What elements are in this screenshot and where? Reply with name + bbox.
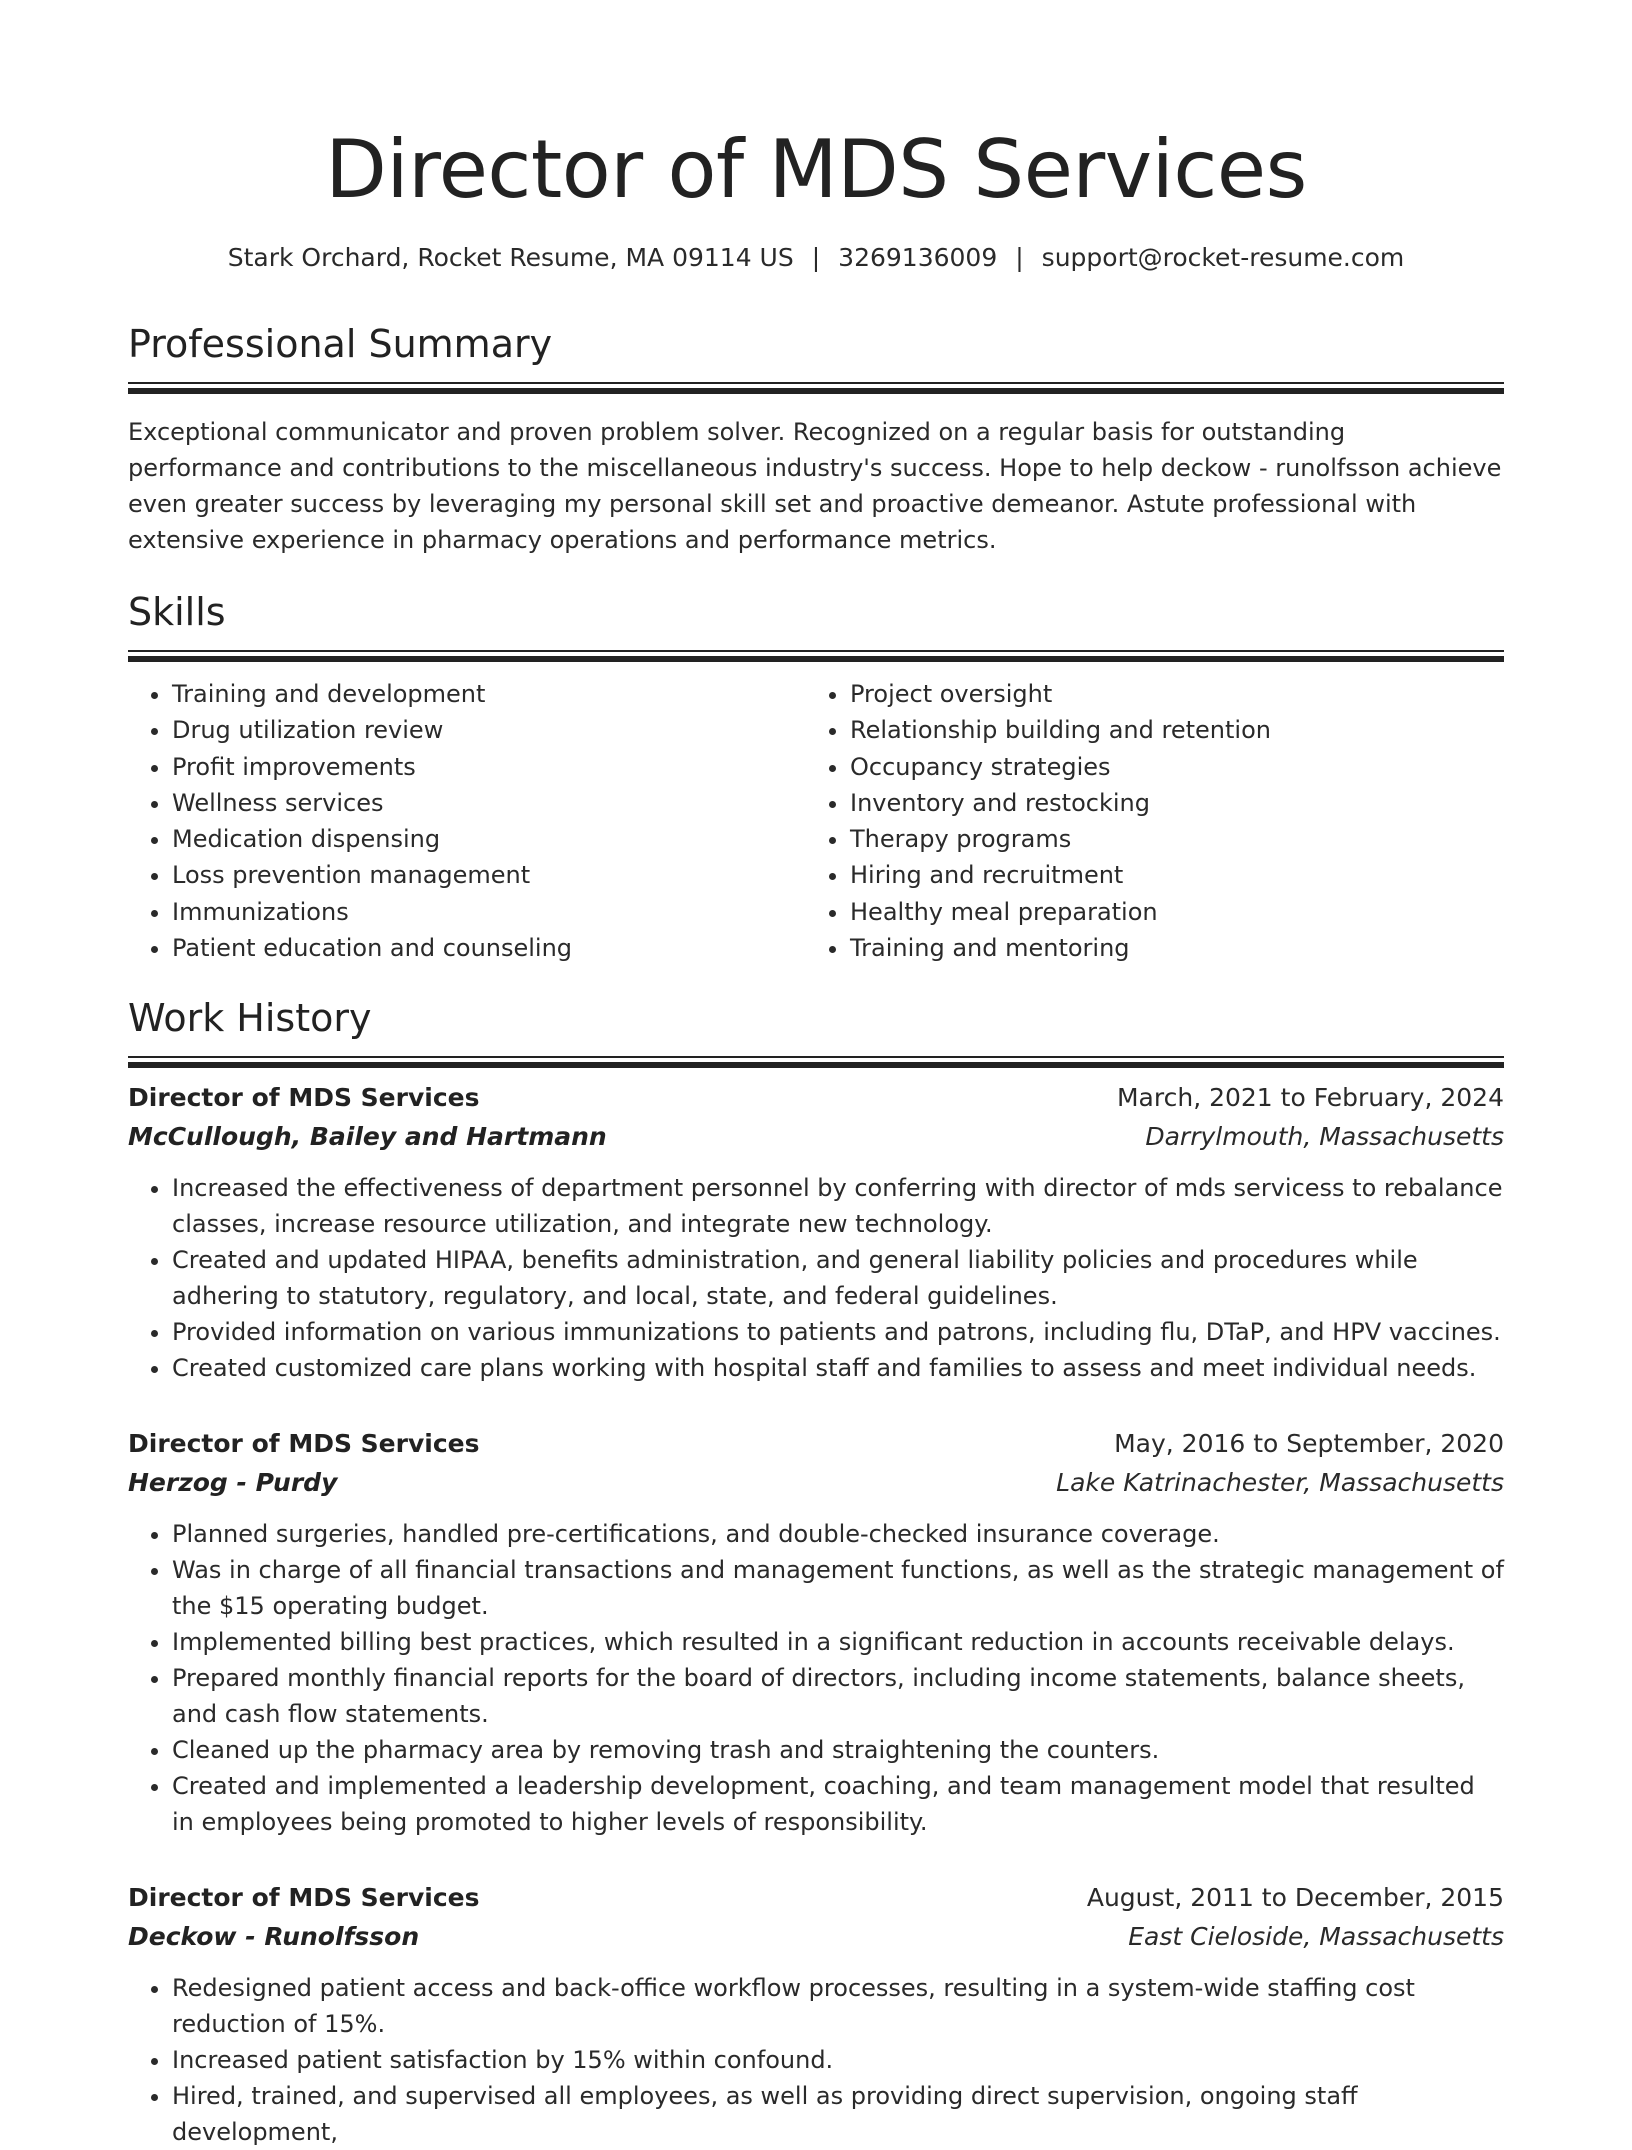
skill-item: • Project oversight — [850, 676, 1484, 712]
job-subheader-row — [128, 1917, 1504, 1956]
skill-item: • Healthy meal preparation — [850, 894, 1484, 930]
contact-line — [128, 240, 1504, 276]
skills-section — [128, 586, 1504, 966]
contact-separator: | — [1015, 243, 1024, 272]
skill-item: • Occupancy strategies — [850, 749, 1484, 785]
section-divider — [128, 382, 1504, 384]
job-company: McCullough, Bailey and Hartmann — [128, 1122, 607, 1152]
job-entry — [128, 1424, 1504, 1840]
skill-item: • Therapy programs — [850, 821, 1484, 857]
job-bullet: • Increased the effectiveness of department personnel by conferring with director of mds servicess to rebalance classes, increase resource utilization, and integrate new technology. — [172, 1170, 1504, 1242]
contact-phone: 3269136009 — [838, 243, 998, 272]
job-bullet: • Planned surgeries, handled pre-certifications, and double-checked insurance coverage. — [172, 1516, 1504, 1552]
section-title: Skills — [128, 590, 226, 634]
job-bullet: • Cleaned up the pharmacy area by removing trash and straightening the counters. — [172, 1732, 1504, 1768]
section-title: Work History — [128, 996, 372, 1041]
job-bullet: • Increased patient satisfaction by 15% within confound. — [172, 2042, 1504, 2078]
section-divider — [128, 1056, 1504, 1058]
job-bullet: • Provided information on various immunizations to patients and patrons, including flu, DTaP, and HPV vaccines. — [172, 1314, 1504, 1350]
section-divider — [128, 650, 1504, 652]
candidate-name: Director of MDS Services — [325, 123, 1307, 216]
job-bullet: • Redesigned patient access and back-office workflow processes, resulting in a system-wide staffing cost reduction of 15%. — [172, 1970, 1504, 2042]
job-subheader-row — [128, 1117, 1504, 1156]
job-bullets — [128, 1516, 1504, 1840]
job-header-row — [128, 1078, 1504, 1117]
skill-item: • Loss prevention management — [172, 857, 806, 893]
job-bullet: • Hired, trained, and supervised all employees, as well as providing direct supervision, ongoing staff development, — [172, 2078, 1504, 2150]
job-title: Director of MDS Services — [128, 1429, 480, 1459]
job-bullet: • Created customized care plans working with hospital staff and families to assess and meet individual needs. — [172, 1350, 1504, 1386]
section-title: Professional Summary — [128, 322, 553, 366]
skill-item: • Inventory and restocking — [850, 785, 1484, 821]
job-title: Director of MDS Services — [128, 1083, 480, 1113]
job-dates: March, 2021 to February, 2024 — [1116, 1083, 1504, 1113]
skill-item: • Hiring and recruitment — [850, 857, 1484, 893]
job-entry — [128, 1078, 1504, 1386]
skills-column-right — [806, 676, 1484, 966]
job-entry — [128, 1878, 1504, 2150]
skill-item: • Relationship building and retention — [850, 712, 1484, 748]
skills-column-left — [128, 676, 806, 966]
skill-item: • Profit improvements — [172, 749, 806, 785]
skill-item: • Patient education and counseling — [172, 930, 806, 966]
skill-item: • Medication dispensing — [172, 821, 806, 857]
skill-item: • Training and development — [172, 676, 806, 712]
skill-item: • Drug utilization review — [172, 712, 806, 748]
job-bullet: • Implemented billing best practices, which resulted in a significant reduction in accounts receivable delays. — [172, 1624, 1504, 1660]
job-bullet: • Created and updated HIPAA, benefits administration, and general liability policies and procedures while adhering to statutory, regulatory, and local, state, and federal guidelines. — [172, 1242, 1504, 1314]
job-header-row — [128, 1424, 1504, 1463]
professional-summary-section — [128, 318, 1504, 558]
job-bullet: • Created and implemented a leadership development, coaching, and team management model that resulted in employees being promoted to higher levels of responsibility. — [172, 1768, 1504, 1840]
contact-separator: | — [811, 243, 821, 272]
skill-item: • Immunizations — [172, 894, 806, 930]
resume-page — [128, 0, 1504, 2150]
job-title: Director of MDS Services — [128, 1883, 480, 1913]
job-dates: May, 2016 to September, 2020 — [1114, 1429, 1504, 1459]
job-location: Lake Katrinachester, Massachusetts — [1056, 1468, 1504, 1498]
job-bullet: • Was in charge of all financial transactions and management functions, as well as the strategic management of the $15 operating budget. — [172, 1552, 1504, 1624]
job-location: Darrylmouth, Massachusetts — [1145, 1122, 1504, 1152]
work-history-section — [128, 992, 1504, 2150]
job-company: Herzog - Purdy — [128, 1468, 338, 1498]
contact-address: Stark Orchard, Rocket Resume, MA 09114 US — [227, 243, 794, 272]
contact-email: support@rocket-resume.com — [1041, 243, 1405, 272]
skills-grid — [128, 676, 1504, 966]
job-bullets — [128, 1970, 1504, 2150]
summary-text: Exceptional communicator and proven problem solver. Recognized on a regular basis for outstanding performance and contributions to the miscellaneous industry's success. Hope to help deckow - runolfsson achieve even greater success by leveraging my personal skill set and proactive demeanor. Astute professional with extensive experience in pharmacy operations and performance metrics. — [128, 418, 1502, 554]
skill-item: • Training and mentoring — [850, 930, 1484, 966]
skill-item: • Wellness services — [172, 785, 806, 821]
job-dates: August, 2011 to December, 2015 — [1086, 1883, 1504, 1913]
job-location: East Cieloside, Massachusetts — [1128, 1922, 1504, 1952]
job-bullets — [128, 1170, 1504, 1386]
job-subheader-row — [128, 1463, 1504, 1502]
job-bullet: • Prepared monthly financial reports for the board of directors, including income statements, balance sheets, and cash flow statements. — [172, 1660, 1504, 1732]
job-company: Deckow - Runolfsson — [128, 1922, 420, 1952]
job-header-row — [128, 1878, 1504, 1917]
